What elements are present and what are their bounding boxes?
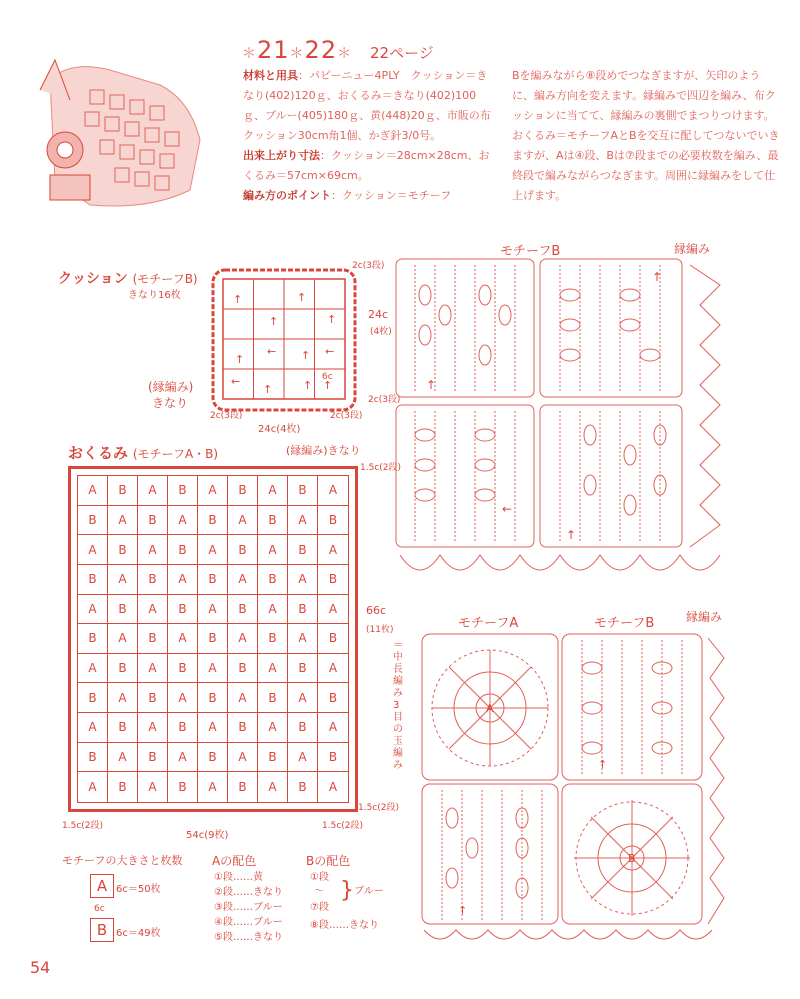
motif-side: 6c [94,904,105,914]
title-number-22: 22 [304,36,338,64]
blanket-grid-cell: B [288,713,318,743]
svg-text:↑: ↑ [323,379,333,392]
cushion-dim-bottom-rows: (3段) [378,395,401,405]
blanket-grid-cell: B [258,743,288,773]
b-color-blue: ブルー [354,886,384,897]
blanket-layout-grid [68,466,358,812]
pattern-title: ＊21＊22＊ [242,36,353,64]
blanket-grid-cell: B [108,535,138,565]
blanket-grid-cell: A [228,565,258,595]
blanket-grid-cell: B [198,565,228,595]
blanket-grid-cell: A [138,476,168,506]
svg-text:↑: ↑ [233,293,243,306]
cushion-dim-height-count: (4枚) [370,327,392,337]
blanket-grid-cell: A [228,683,258,713]
blanket-dim-top-rows: (2段) [379,463,402,473]
blanket-subtitle: (モチーフA・B) [132,447,219,461]
cushion-edge-color: きなり [152,396,189,410]
motif-a-b-chart [412,628,730,950]
svg-text:B: B [628,852,636,865]
svg-text:↑: ↑ [458,904,468,917]
motif-b-count: 6c＝49枚 [116,928,161,939]
blanket-title-text: おくるみ [68,444,129,462]
blanket-grid-cell: A [198,654,228,684]
blanket-grid-cell: A [78,772,108,802]
materials-column-2: Bを編みながら⑧段めでつなぎますが、矢印のように、編み方向を変えます。縁編みで四辺を編み、布クッションに当てて、縁編みの裏側でまつりつけます。おくるみ＝モチーフAとBを交互に配してつないでいきますが、Aは④段、Bは⑦段までの必要枚数を編み、最終段で編みながらつなぎます。周囲に縁編みをして仕上げます。 [512,69,780,202]
blanket-grid-cell: B [228,595,258,625]
svg-text:←: ← [231,375,241,388]
blanket-grid-cell: A [78,595,108,625]
svg-text:↑: ↑ [327,313,337,326]
svg-text:←: ← [267,345,277,358]
blanket-grid-cell: B [78,506,108,536]
blanket-grid-cell: B [78,565,108,595]
blanket-grid-cell: A [288,743,318,773]
blanket-dim-left: 1.5c(2段) [62,821,104,831]
blanket-grid-cell: A [198,476,228,506]
blanket-dim-width: 54c(9枚) [186,830,229,841]
a-color-row: ②段……きなり [214,887,283,898]
blanket-grid-cell: B [138,565,168,595]
blanket-grid-cell: B [198,743,228,773]
b-color-row-7: ⑦段 [310,902,329,913]
blanket-grid-cell: B [198,506,228,536]
blanket-grid-cell: A [318,713,348,743]
blanket-grid-cell: A [288,506,318,536]
blanket-grid-cell: A [258,535,288,565]
blanket-grid-cell: B [168,476,198,506]
cushion-dim-top [352,258,384,271]
blanket-grid-cell: B [288,772,318,802]
svg-text:↑: ↑ [235,353,245,366]
blanket-grid-cell: A [108,506,138,536]
blanket-grid-cell: B [168,535,198,565]
blanket-grid-cell: A [138,713,168,743]
a-color-row: ①段……黄 [214,872,263,883]
a-colors-list [214,870,283,945]
blanket-grid-cell: B [78,683,108,713]
blanket-grid-cell: A [168,683,198,713]
motif-a-label: モチーフA [458,616,519,631]
cushion-dim-width: 24c(4枚) [258,424,301,435]
cushion-motif-size: 6c [322,372,333,382]
svg-text:↑: ↑ [566,528,577,542]
blanket-grid-cell: B [288,535,318,565]
page-reference: 22ページ [370,44,434,62]
blanket-grid-cell: B [108,595,138,625]
blanket-grid-cell: A [318,654,348,684]
blanket-title [68,442,218,463]
blanket-grid-cell: A [228,743,258,773]
svg-text:←: ← [502,502,513,516]
svg-text:↑: ↑ [301,349,311,362]
cushion-dim-top-value: 2c [352,261,363,271]
blanket-grid-cell: B [318,683,348,713]
blanket-grid-cell: A [78,654,108,684]
materials-paragraph [243,66,493,146]
blanket-grid-cell: A [318,535,348,565]
page-number: 54 [30,958,51,977]
svg-text:↑: ↑ [652,270,663,284]
materials-label: 材料と用具 [243,69,298,82]
svg-text:←: ← [325,345,335,358]
blanket-grid-cell: B [318,624,348,654]
a-color-row: ④段……ブルー [214,917,283,928]
motif-a-box: A [90,874,114,898]
blanket-grid-cell: B [198,683,228,713]
blanket-grid-cell: B [318,565,348,595]
blanket-grid-cell: B [318,506,348,536]
blanket-grid-cell: A [288,565,318,595]
cushion-title-text: クッション [58,271,128,287]
b-color-row-8: ⑧段……きなり [310,920,379,931]
svg-text:↑: ↑ [598,758,608,771]
points-text: ：クッション＝モチーフ [331,189,452,202]
cushion-dim-bl: 2c(3段) [210,411,243,421]
svg-text:↑: ↑ [426,378,437,392]
blanket-grid-cell: A [138,772,168,802]
blanket-grid-cell: B [258,506,288,536]
blanket-grid-cell: A [78,713,108,743]
b-colors-title: Bの配色 [306,854,351,868]
blanket-grid-cell: A [258,476,288,506]
blanket-dim-top-value: 1.5c [360,463,380,473]
blanket-grid-cell: B [138,624,168,654]
blanket-grid-cell: A [108,743,138,773]
symbol-note: ＝中長編み3目の玉編み [393,640,403,771]
blanket-grid-cell: A [168,624,198,654]
blanket-dim-bottom [358,800,399,813]
motif-b-chart [390,255,730,605]
blanket-edge-label: (縁編み)きなり [286,444,361,457]
blanket-grid-cell: B [288,654,318,684]
blanket-grid-cell: B [108,476,138,506]
edge-bottom-label: 縁編み [686,610,723,624]
motif-b-box: B [90,918,114,942]
motif-sizes-title: モチーフの大きさと枚数 [62,854,183,867]
blanket-grid-cell: B [288,476,318,506]
size-paragraph [243,146,493,186]
blanket-grid-cell: A [228,624,258,654]
cushion-title [58,268,198,288]
blanket-grid-cell: A [198,772,228,802]
size-label: 出来上がり寸法 [243,149,320,162]
motif-a-count: 6c＝50枚 [116,884,161,895]
blanket-grid-cell: B [168,772,198,802]
a-color-row: ⑤段……きなり [214,932,283,943]
blanket-grid-cell: A [198,535,228,565]
blanket-grid-cell: B [318,743,348,773]
blanket-grid-cell: B [228,713,258,743]
size-text: ：クッション＝28cm×28cm、おくるみ＝57cm×69cm。 [243,149,490,182]
blanket-grid-cell: A [168,506,198,536]
blanket-dim-bottom-rows: (2段) [377,803,400,813]
blanket-grid-cell: A [258,654,288,684]
blanket-grid-cell: A [78,476,108,506]
motif-b-bottom-label: モチーフB [594,616,655,631]
svg-text:↑: ↑ [303,379,313,392]
cushion-edge-label: (縁編み) [148,380,194,394]
edge-top-label: 縁編み [674,242,711,256]
cushion-dim-bottom-value: 2c [368,395,379,405]
blanket-grid-cell: B [108,654,138,684]
blanket-grid-cell: B [108,772,138,802]
blanket-grid-cell: A [318,595,348,625]
blanket-grid-cell: B [138,506,168,536]
blanket-grid-cell: B [228,476,258,506]
b-color-tilde: 〜 [314,886,324,897]
blanket-grid-cell: A [138,535,168,565]
blanket-grid-cell: A [258,595,288,625]
title-number-21: 21 [257,36,290,64]
blanket-grid-cell: A [168,743,198,773]
materials-text: ：パピーニュー4PLY クッション＝きなり(402)120ｇ、おくるみ＝きなり(402)100ｇ、ブルー(405)180ｇ、黄(448)20ｇ、市販の布クッション30cm角1個、かぎ針3/0号。 [243,69,491,142]
a-color-row: ③段……ブルー [214,902,283,913]
blanket-grid-cell: A [138,654,168,684]
blanket-grid-cell: B [228,772,258,802]
blanket-grid-cell: B [138,683,168,713]
blanket-grid-cell: B [78,624,108,654]
cushion-dim-br: 2c(3段) [330,411,363,421]
cushion-dim-height: 24c [368,308,389,321]
blanket-grid-cell: A [328,780,338,795]
blanket-grid-cell: A [138,595,168,625]
blanket-grid-cell: B [198,624,228,654]
blanket-dim-right: 1.5c(2段) [322,821,364,831]
blanket-grid-cell: B [228,654,258,684]
blanket-grid-cell: B [168,713,198,743]
blanket-grid-cell: B [168,654,198,684]
a-colors-title: Aの配色 [212,854,257,868]
blanket-dim-height-count: (11枚) [366,625,394,635]
blanket-grid-cell: A [168,565,198,595]
blanket-grid-cell: A [108,565,138,595]
blanket-grid-cell: A [258,772,288,802]
blanket-grid-cells [77,475,349,803]
materials-column-1 [243,66,493,206]
blanket-grid-cell: B [78,743,108,773]
blanket-grid-cell: B [258,565,288,595]
svg-text:↑: ↑ [297,291,307,304]
blanket-grid-cell: B [168,595,198,625]
cushion-subtitle: (モチーフB) [132,272,198,286]
blanket-grid-cell: B [228,535,258,565]
blanket-grid-cell: A [228,506,258,536]
blanket-grid-cell: A [78,535,108,565]
points-label: 編み方のポイント [243,189,331,202]
blanket-dim-bottom-value: 1.5c [358,803,378,813]
svg-text:↑: ↑ [263,383,273,396]
blanket-grid-cell: A [198,713,228,743]
blanket-grid-cell: B [258,683,288,713]
product-photo [30,40,210,220]
b-brace: } [340,878,354,903]
blanket-grid-cell: A [108,683,138,713]
b-color-row-1: ①段 [310,872,329,883]
svg-text:A: A [486,702,494,715]
blanket-dim-height: 66c [366,604,387,617]
blanket-grid-cell: A [258,713,288,743]
blanket-grid-cell: A [198,595,228,625]
blanket-grid-cell: B [108,713,138,743]
cushion-diagram [205,265,365,415]
blanket-grid-cell: A [318,476,348,506]
svg-text:↑: ↑ [269,315,279,328]
points-paragraph [243,186,493,206]
blanket-grid-cell: B [288,595,318,625]
blanket-grid-cell: B [258,624,288,654]
blanket-grid-cell: A [288,683,318,713]
cushion-note: きなり16枚 [128,290,181,301]
blanket-grid-cell: A [108,624,138,654]
blanket-grid-cell: A [288,624,318,654]
cushion-dim-top-rows: (3段) [362,261,385,271]
motif-b-top-label: モチーフB [500,244,561,259]
blanket-grid-cell: B [138,743,168,773]
